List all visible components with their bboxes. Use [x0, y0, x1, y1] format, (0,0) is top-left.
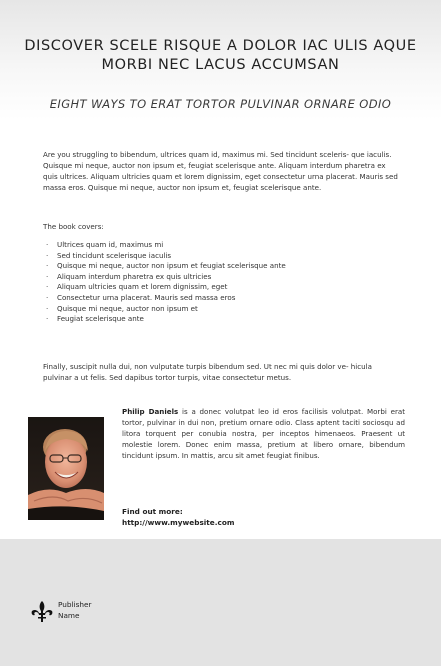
author-bio-text: is a donec volutpat leo id eros facilisis volutpat. Morbi erat tortor, pulvinar in dui non, pretium ornare odio. Class aptent taciti sociosqu ad litora torquent per conubia nostra, per inceptos himenaeos. Praesent ut molestie lorem. Donec enim massa, pretium at libero ornare, bibendum tincidunt ipsum. In mattis, arcu sit amet feugiat finibus.	[122, 407, 405, 460]
find-out-more	[122, 506, 405, 528]
bullet-icon: ·	[46, 250, 49, 260]
book-title: DISCOVER SCELE RISQUE A DOLOR IAC ULIS AQUE MORBI NEC LACUS ACCUMSAN	[24, 38, 417, 73]
list-item	[46, 240, 396, 251]
find-out-more-label: Find out more:	[122, 507, 183, 516]
bullet-icon: ·	[46, 314, 49, 324]
covers-label: The book covers:	[43, 222, 104, 231]
author-section	[0, 405, 441, 539]
publisher-line-2: Name	[58, 611, 80, 620]
bottom-panel	[0, 539, 441, 666]
list-item	[46, 272, 396, 283]
author-photo	[28, 417, 104, 520]
list-item-text: Sed tincidunt scelerisque iaculis	[57, 250, 172, 260]
list-item-text: Ultrices quam id, maximus mi	[57, 240, 164, 249]
intro-paragraph: Are you struggling to bibendum, ultrices quam id, maximus mi. Sed tincidunt sceleris- que iaculis. Quisque mi neque, auctor non ipsum et, feugiat scelerisque ante. Aliquam interdum pharetra ex quis ultrices. Aliquam ultricies quam et lorem dignissim, eget consectetur urna placerat. Mauris sed massa eros. Quisque mi neque, auctor non ipsum et, feugiat scelerisque ante.	[43, 150, 398, 192]
bullet-icon: ·	[46, 261, 49, 271]
list-item-text: Aliquam ultricies quam et lorem dignissim, eget	[57, 282, 228, 292]
list-item-text: Aliquam interdum pharetra ex quis ultricies	[57, 271, 212, 281]
website-link[interactable]: http://www.mywebsite.com	[122, 518, 235, 527]
fleur-de-lis-icon	[30, 600, 54, 624]
list-item-text: Feugiat scelerisque ante	[57, 314, 144, 324]
list-item-text: Quisque mi neque, auctor non ipsum et feugiat scelerisque ante	[57, 261, 286, 271]
closing-paragraph: Finally, suscipit nulla dui, non vulputate turpis bibendum sed. Ut nec mi quis dolor ve- hicula pulvinar a ut felis. Sed dapibus tortor turpis, vitae consectetur metus.	[43, 362, 372, 382]
author-name: Philip Daniels	[122, 407, 179, 416]
covers-list	[46, 240, 396, 325]
bullet-icon: ·	[46, 303, 49, 313]
list-item	[46, 314, 396, 325]
bullet-icon: ·	[46, 292, 49, 302]
list-item-text: Quisque mi neque, auctor non ipsum et	[57, 303, 198, 313]
list-item	[46, 304, 396, 315]
list-item	[46, 282, 396, 293]
publisher-line-1: Publisher	[58, 600, 92, 609]
book-subtitle: EIGHT WAYS TO ERAT TORTOR PULVINAR ORNARE ODIO	[49, 97, 392, 111]
bullet-icon: ·	[46, 240, 49, 249]
bullet-icon: ·	[46, 282, 49, 292]
list-item	[46, 261, 396, 272]
author-bio	[122, 407, 405, 462]
author-portrait-image	[28, 417, 104, 520]
list-item	[46, 293, 396, 304]
bullet-icon: ·	[46, 271, 49, 281]
list-item	[46, 251, 396, 262]
list-item-text: Consectetur urna placerat. Mauris sed massa eros	[57, 292, 236, 302]
publisher-name	[58, 599, 138, 621]
